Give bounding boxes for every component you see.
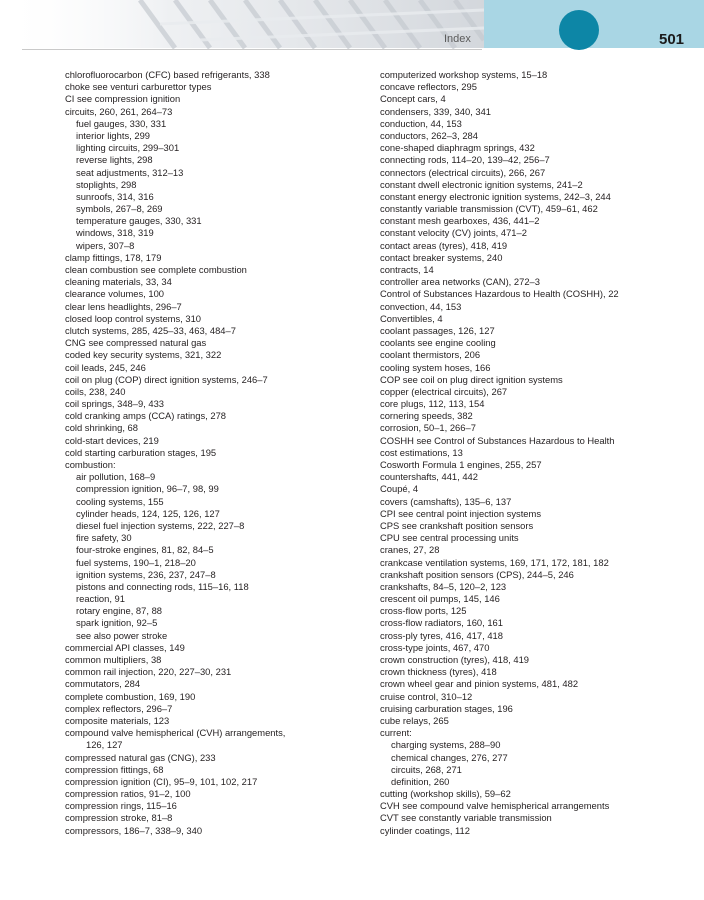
index-subentry: reaction, 91 <box>76 593 125 605</box>
index-entry: copper (electrical circuits), 267 <box>380 385 508 397</box>
index-column-left <box>65 69 375 837</box>
index-entry: current: <box>380 727 412 739</box>
index-entry: cross-type joints, 467, 470 <box>380 641 490 653</box>
index-entry: CPU see central processing units <box>380 532 519 544</box>
index-entry: cold cranking amps (CCA) ratings, 278 <box>65 410 227 422</box>
index-entry: crown wheel gear and pinion systems, 481, 482 <box>380 678 579 690</box>
index-entry: computerized workshop systems, 15–18 <box>380 69 548 80</box>
index-entry: contact areas (tyres), 418, 419 <box>380 239 508 251</box>
page-header <box>0 0 704 50</box>
index-subentry: sunroofs, 314, 316 <box>76 190 154 202</box>
index-entry: cutting (workshop skills), 59–62 <box>380 788 511 800</box>
index-entry: coded key security systems, 321, 322 <box>65 349 222 361</box>
index-entry: circuits, 260, 261, 264–73 <box>65 105 173 117</box>
index-subentry: 126, 127 <box>86 739 123 751</box>
page-number: 501 <box>659 31 685 48</box>
index-entry: cranes, 27, 28 <box>380 544 440 556</box>
index-entry: composite materials, 123 <box>65 714 170 726</box>
index-subentry: fuel systems, 190–1, 218–20 <box>76 556 196 568</box>
index-entry: concave reflectors, 295 <box>380 81 477 93</box>
index-entry: cleaning materials, 33, 34 <box>65 276 172 288</box>
index-entry: Coupé, 4 <box>380 483 419 495</box>
index-entry: clamp fittings, 178, 179 <box>65 251 162 263</box>
index-entry: cruising carburation stages, 196 <box>380 702 513 714</box>
index-entry: corrosion, 50–1, 266–7 <box>380 422 476 434</box>
index-entry: crankshafts, 84–5, 120–2, 123 <box>380 580 507 592</box>
index-subentry: see also power stroke <box>76 629 168 641</box>
index-subentry: fuel gauges, 330, 331 <box>76 117 167 129</box>
index-subentry: ignition systems, 236, 237, 247–8 <box>76 568 216 580</box>
index-entry: crown thickness (tyres), 418 <box>380 666 497 678</box>
index-entry: closed loop control systems, 310 <box>65 312 202 324</box>
index-entry: constantly variable transmission (CVT), 459–61, 462 <box>380 203 598 215</box>
index-subentry: temperature gauges, 330, 331 <box>76 215 202 227</box>
index-entry: cruise control, 310–12 <box>380 690 473 702</box>
index-subentry: chemical changes, 276, 277 <box>391 751 508 763</box>
index-subentry: symbols, 267–8, 269 <box>76 203 163 215</box>
index-entry: compressed natural gas (CNG), 233 <box>65 751 216 763</box>
section-label: Index <box>444 33 471 45</box>
index-entry: commutators, 284 <box>65 678 141 690</box>
index-entry: cube relays, 265 <box>380 714 449 726</box>
index-subentry: definition, 260 <box>391 775 450 787</box>
index-subentry: cylinder heads, 124, 125, 126, 127 <box>76 507 220 519</box>
index-entry: CI see compression ignition <box>65 93 181 105</box>
index-entry: controller area networks (CAN), 272–3 <box>380 276 540 288</box>
index-entry: complex reflectors, 296–7 <box>65 702 173 714</box>
index-entry: connecting rods, 114–20, 139–42, 256–7 <box>380 154 550 166</box>
header-tyre-tread-banner <box>0 0 704 50</box>
index-subentry: spark ignition, 92–5 <box>76 617 158 629</box>
index-entry: chlorofluorocarbon (CFC) based refrigerants, 338 <box>65 69 270 80</box>
index-subentry: wipers, 307–8 <box>76 239 135 251</box>
index-subentry: charging systems, 288–90 <box>391 739 501 751</box>
index-entry: commercial API classes, 149 <box>65 641 185 653</box>
index-entry: cold starting carburation stages, 195 <box>65 446 217 458</box>
index-entry: connectors (electrical circuits), 266, 267 <box>380 166 546 178</box>
index-subentry: cooling systems, 155 <box>76 495 164 507</box>
index-entry: cold shrinking, 68 <box>65 422 138 434</box>
index-entry: countershafts, 441, 442 <box>380 471 478 483</box>
index-entry: cone-shaped diaphragm springs, 432 <box>380 142 535 154</box>
index-subentry: rotary engine, 87, 88 <box>76 605 162 617</box>
index-entry: contracts, 14 <box>380 264 434 275</box>
index-entry: common multipliers, 38 <box>65 654 162 665</box>
index-entry: combustion: <box>65 459 116 470</box>
index-entry: coil springs, 348–9, 433 <box>65 398 165 410</box>
index-entry: clutch systems, 285, 425–33, 463, 484–7 <box>65 324 236 336</box>
index-entry: coolants see engine cooling <box>380 337 496 349</box>
index-entry: CVH see compound valve hemispherical arrangements <box>380 800 610 812</box>
header-divider <box>22 49 482 50</box>
index-subentry: four-stroke engines, 81, 82, 84–5 <box>76 544 214 556</box>
index-entry: clean combustion see complete combustion <box>65 264 247 275</box>
index-entry: choke see venturi carburettor types <box>65 81 212 93</box>
index-entry: convection, 44, 153 <box>380 300 462 312</box>
index-entry: coolant thermistors, 206 <box>380 349 481 361</box>
index-subentry: stoplights, 298 <box>76 178 137 190</box>
index-entry: compression ratios, 91–2, 100 <box>65 788 191 800</box>
index-entry: COP see coil on plug direct ignition systems <box>380 373 563 385</box>
index-entry: cylinder coatings, 112 <box>380 824 470 836</box>
index-entry: compression rings, 115–16 <box>65 800 177 812</box>
index-subentry: lighting circuits, 299–301 <box>76 142 180 154</box>
index-entry: coolant passages, 126, 127 <box>380 324 495 336</box>
index-entry: covers (camshafts), 135–6, 137 <box>380 495 512 507</box>
index-subentry: diesel fuel injection systems, 222, 227–8 <box>76 519 245 531</box>
index-entry: compression stroke, 81–8 <box>65 812 173 824</box>
index-entry: complete combustion, 169, 190 <box>65 690 196 702</box>
index-entry: clear lens headlights, 296–7 <box>65 300 182 312</box>
index-entry: compression fittings, 68 <box>65 763 164 775</box>
index-entry: crankcase ventilation systems, 169, 171, 172, 181, 182 <box>380 556 609 568</box>
index-entry: coil on plug (COP) direct ignition systems, 246–7 <box>65 373 268 385</box>
index-entry: crown construction (tyres), 418, 419 <box>380 654 530 665</box>
index-entry: cold-start devices, 219 <box>65 434 159 446</box>
index-entry: CPS see crankshaft position sensors <box>380 519 534 531</box>
index-entry: constant mesh gearboxes, 436, 441–2 <box>380 215 540 227</box>
index-entry: conduction, 44, 153 <box>380 117 462 129</box>
index-entry: condensers, 339, 340, 341 <box>380 105 492 117</box>
index-entry: compressors, 186–7, 338–9, 340 <box>65 824 203 836</box>
index-entry: Convertibles, 4 <box>380 312 443 324</box>
index-subentry: air pollution, 168–9 <box>76 471 156 483</box>
index-entry: common rail injection, 220, 227–30, 231 <box>65 666 232 678</box>
index-entry: Concept cars, 4 <box>380 93 446 105</box>
index-entry: crankshaft position sensors (CPS), 244–5, 246 <box>380 568 574 580</box>
index-entry: clearance volumes, 100 <box>65 288 165 300</box>
index-entry: coils, 238, 240 <box>65 385 126 397</box>
index-entry: COSHH see Control of Substances Hazardous to Health <box>380 434 615 446</box>
index-entry: Cosworth Formula 1 engines, 255, 257 <box>380 459 542 470</box>
index-entry: core plugs, 112, 113, 154 <box>380 398 485 410</box>
index-subentry: windows, 318, 319 <box>76 227 154 239</box>
index-entry: cost estimations, 13 <box>380 446 463 458</box>
index-entry: Control of Substances Hazardous to Health (COSHH), 22 <box>380 288 619 300</box>
index-entry: cross-flow ports, 125 <box>380 605 467 617</box>
header-accent-circle <box>559 10 599 50</box>
index-entry: CNG see compressed natural gas <box>65 337 207 349</box>
index-subentry: fire safety, 30 <box>76 532 132 544</box>
index-entry: constant energy electronic ignition systems, 242–3, 244 <box>380 190 611 202</box>
index-subentry: interior lights, 299 <box>76 129 150 141</box>
index-entry: coil leads, 245, 246 <box>65 361 146 373</box>
index-entry: CPI see central point injection systems <box>380 507 542 519</box>
index-entry: compound valve hemispherical (CVH) arrangements, <box>65 727 286 739</box>
index-entry: conductors, 262–3, 284 <box>380 129 478 141</box>
index-entry: compression ignition (CI), 95–9, 101, 102, 217 <box>65 775 258 787</box>
index-column-right <box>380 69 690 837</box>
index-entry: constant dwell electronic ignition systems, 241–2 <box>380 178 583 190</box>
index-entry: cooling system hoses, 166 <box>380 361 491 373</box>
index-entry: cross-flow radiators, 160, 161 <box>380 617 503 629</box>
index-entry: contact breaker systems, 240 <box>380 251 503 263</box>
index-subentry: pistons and connecting rods, 115–16, 118 <box>76 580 249 592</box>
index-entry: crescent oil pumps, 145, 146 <box>380 593 500 605</box>
index-subentry: circuits, 268, 271 <box>391 763 462 775</box>
index-subentry: compression ignition, 96–7, 98, 99 <box>76 483 219 495</box>
index-entry: constant velocity (CV) joints, 471–2 <box>380 227 527 239</box>
index-entry: CVT see constantly variable transmission <box>380 812 552 824</box>
index-entry: cross-ply tyres, 416, 417, 418 <box>380 629 503 641</box>
index-subentry: reverse lights, 298 <box>76 154 153 166</box>
index-subentry: seat adjustments, 312–13 <box>76 166 184 178</box>
index-entry: cornering speeds, 382 <box>380 410 473 422</box>
